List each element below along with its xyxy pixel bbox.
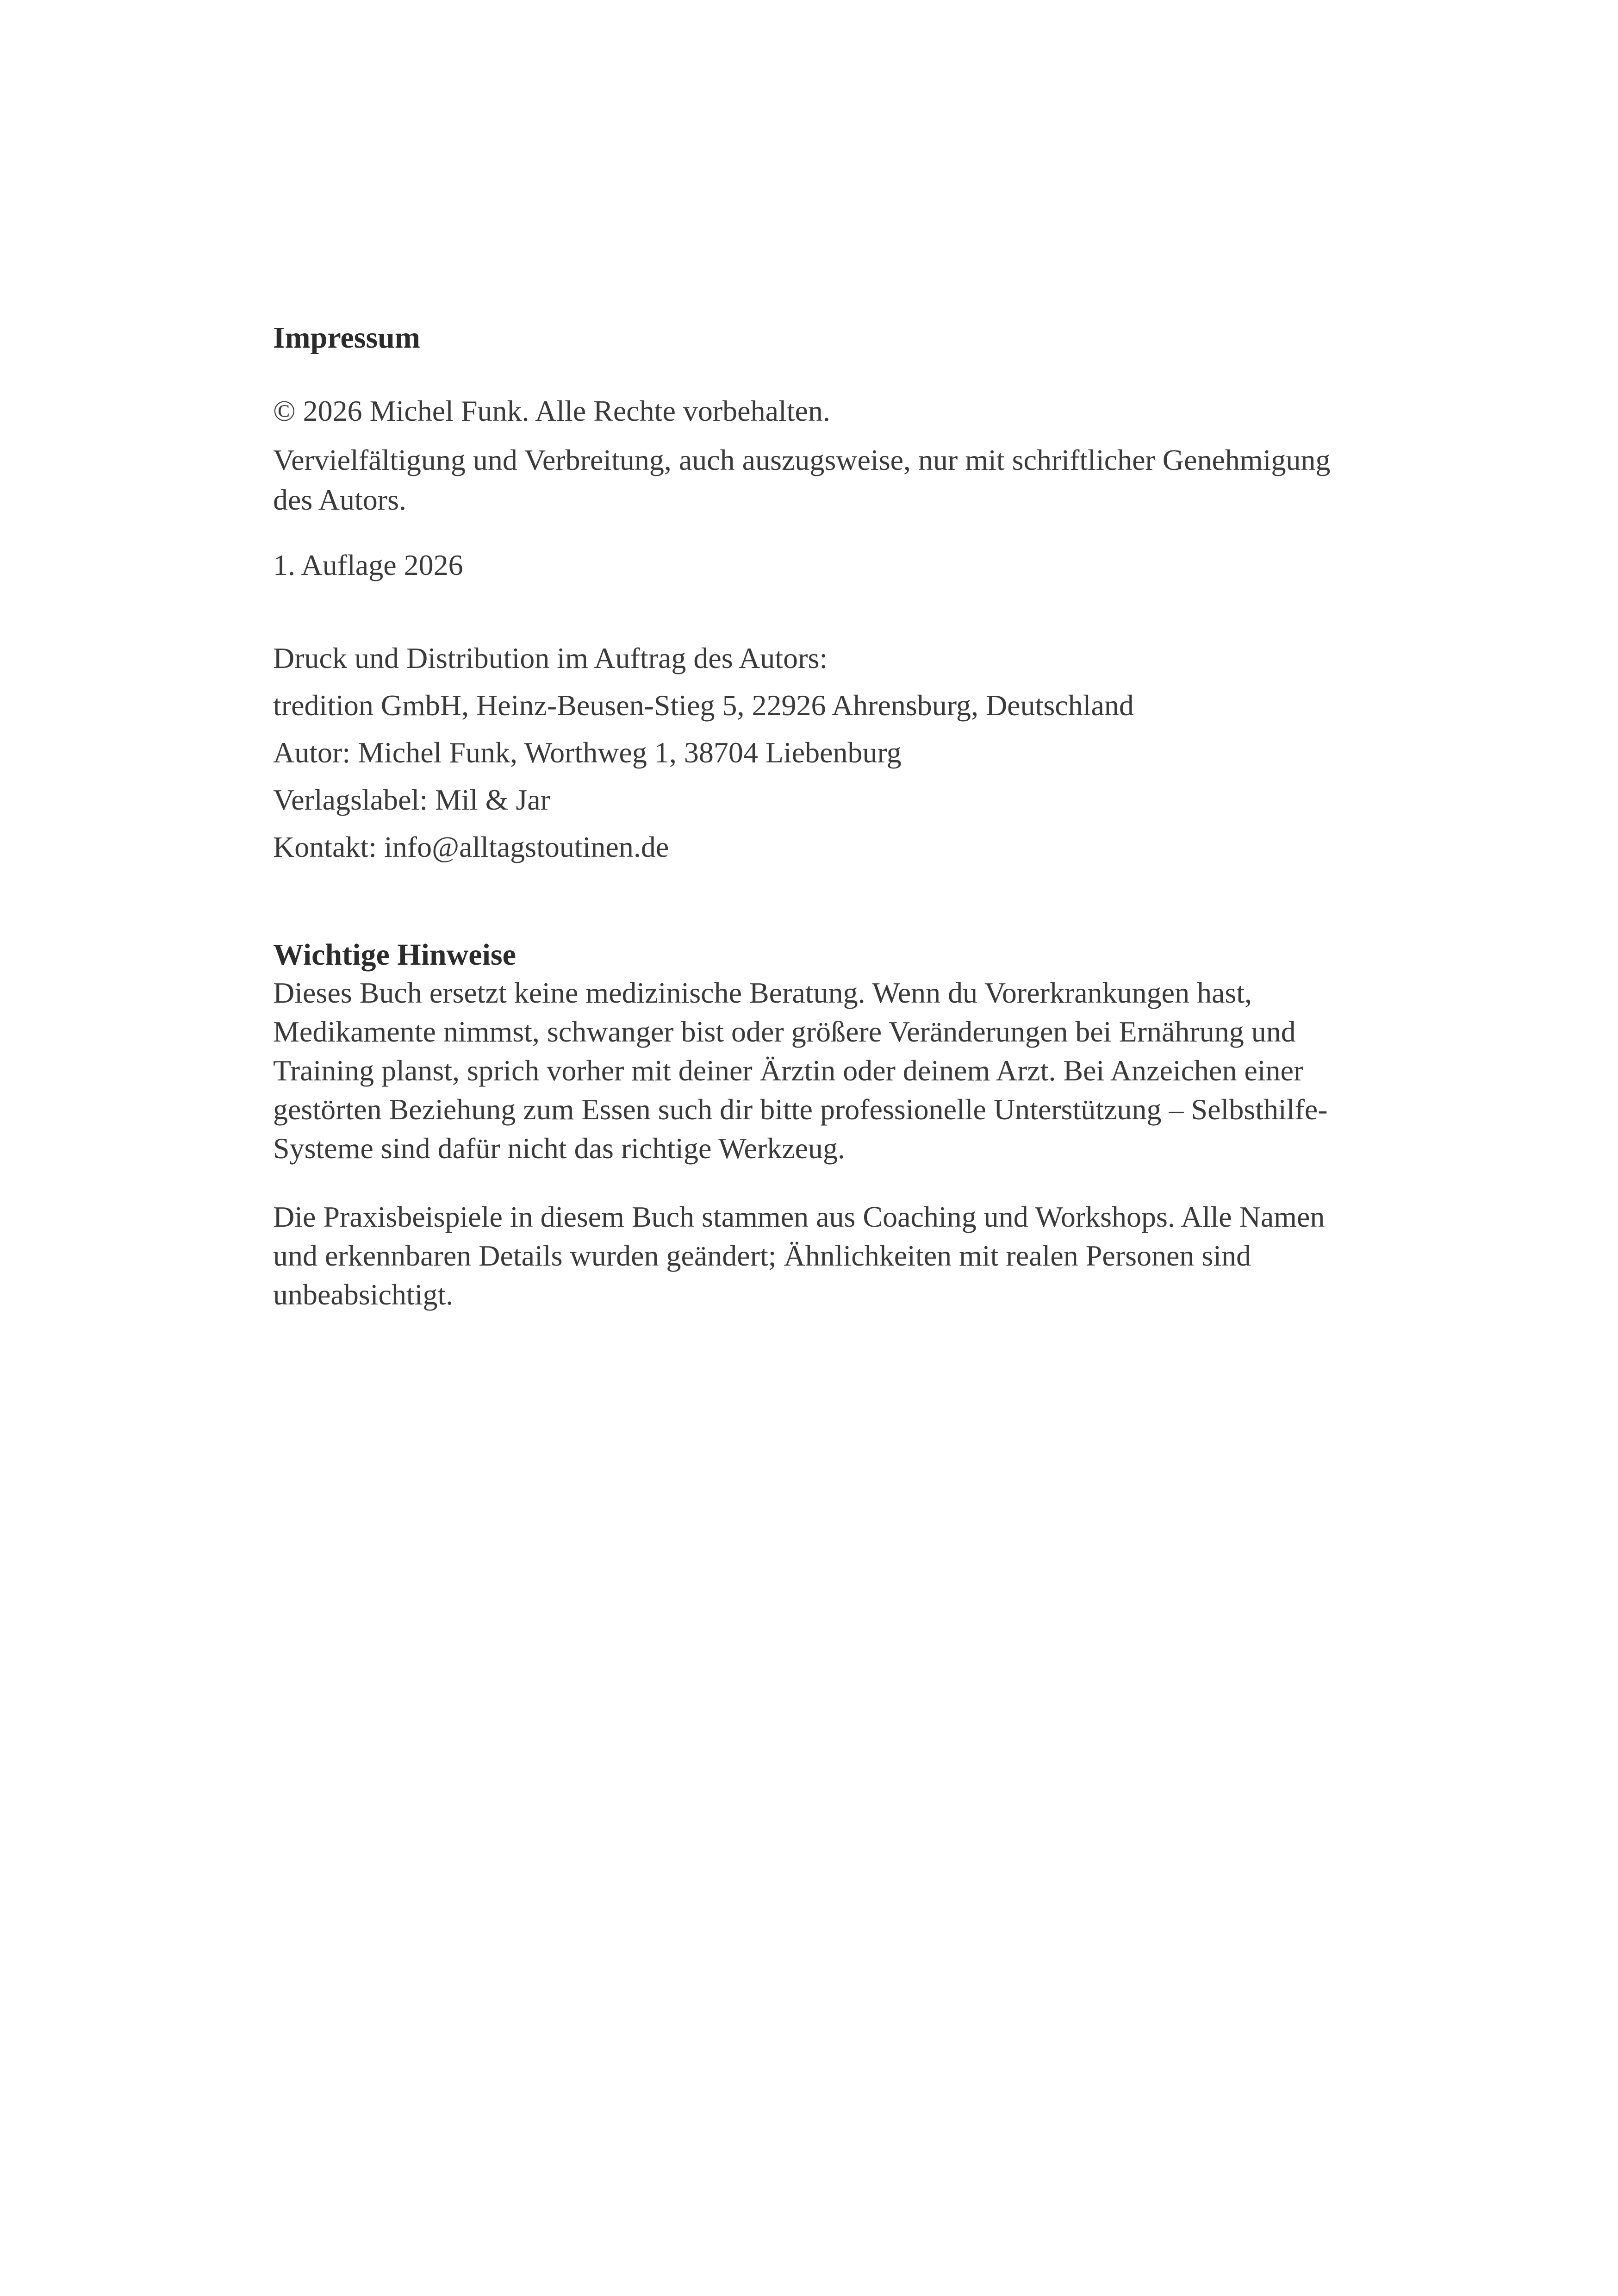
imprint-content bbox=[273, 319, 1375, 1344]
publisher-label: Verlagslabel: Mil & Jar bbox=[273, 783, 550, 816]
author-address: Autor: Michel Funk, Worthweg 1, 38704 Liebenburg bbox=[273, 736, 902, 769]
medical-disclaimer: Dieses Buch ersetzt keine medizinische Beratung. Wenn du Vorerkrankungen hast, Medikamente nimmst, schwanger bist oder größere Veränderungen bei Ernährung und Training planst, sprich vorher mit deiner Ärztin oder deinem Arzt. Bei Anzeichen einer gestörten Beziehung zum Essen such dir bitte professionelle Unterstützung – Selbsthilfe-Systeme sind dafür nicht das richtige Werkzeug. bbox=[273, 976, 1328, 1165]
rights-statement: Vervielfältigung und Verbreitung, auch auszugsweise, nur mit schriftlicher Genehmigung des Autors. bbox=[273, 443, 1331, 516]
notices-heading: Wichtige Hinweise bbox=[273, 938, 516, 972]
contact-line: Kontakt: info@alltagstoutinen.de bbox=[273, 830, 669, 863]
publisher-address: tredition GmbH, Heinz-Beusen-Stieg 5, 22926 Ahrensburg, Deutschland bbox=[273, 689, 1134, 722]
print-distribution-label: Druck und Distribution im Auftrag des Autors: bbox=[273, 642, 828, 674]
impressum-heading: Impressum bbox=[273, 321, 420, 355]
examples-disclaimer: Die Praxisbeispiele in diesem Buch stammen aus Coaching und Workshops. Alle Namen und erkennbaren Details wurden geändert; Ähnlichkeiten mit realen Personen sind unbeabsichtigt. bbox=[273, 1200, 1325, 1311]
edition-line: 1. Auflage 2026 bbox=[273, 549, 463, 581]
copyright-line: © 2026 Michel Funk. Alle Rechte vorbehalten. bbox=[273, 394, 830, 427]
